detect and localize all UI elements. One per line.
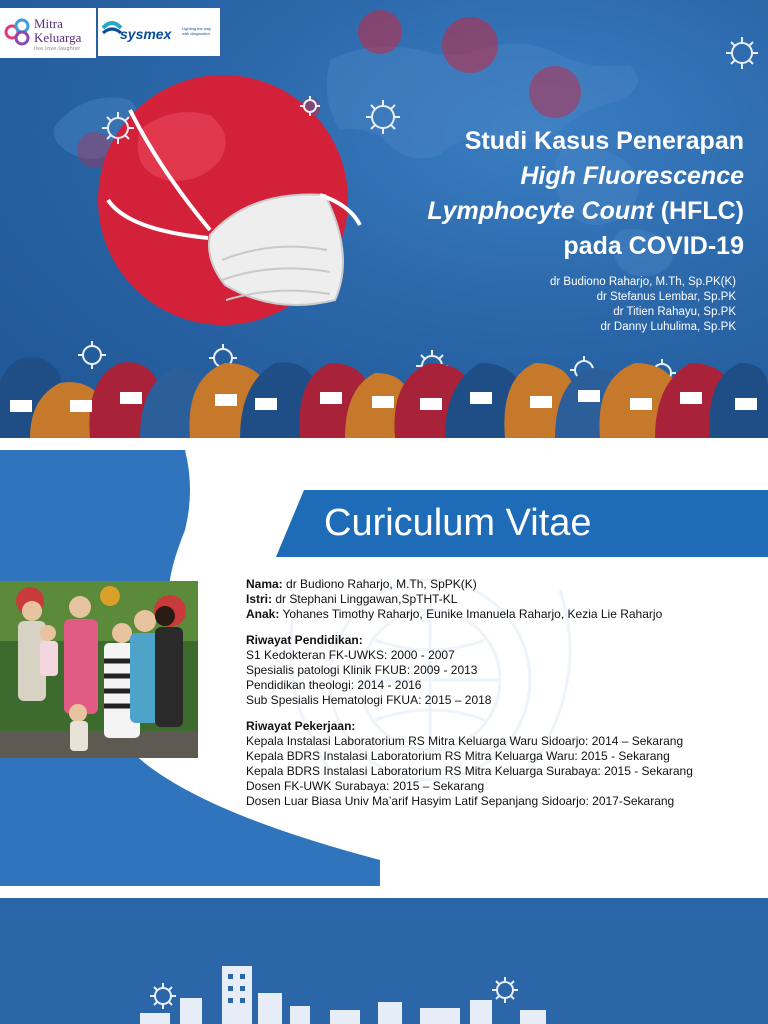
- pendidikan-item: Spesialis patologi Klinik FKUB: 2009 - 2013: [246, 663, 478, 677]
- presentation-title: [324, 124, 744, 264]
- cv-anak-label: Anak:: [246, 607, 280, 621]
- mitra-keluarga-symbol-icon: [2, 16, 34, 48]
- author-list: [436, 275, 736, 335]
- title-slide: [0, 0, 768, 438]
- author-2: dr Stefanus Lembar, Sp.PK: [596, 291, 736, 303]
- pendidikan-item: S1 Kedokteran FK-UWKS: 2000 - 2007: [246, 648, 455, 662]
- third-slide-illustration: [0, 898, 768, 1024]
- pekerjaan-item: Dosen FK-UWK Surabaya: 2015 – Sekarang: [246, 779, 485, 793]
- keluarga-logo-text: Keluarga: [34, 30, 82, 45]
- family-photo: [0, 581, 198, 758]
- pendidikan-heading: Riwayat Pendidikan:: [246, 633, 363, 647]
- cv-istri-value: dr Stephani Linggawan,SpTHT-KL: [272, 592, 458, 606]
- pendidikan-item: Pendidikan theologi: 2014 - 2016: [246, 678, 422, 692]
- third-slide-partial: [0, 898, 768, 1024]
- cv-anak-value: Yohanes Timothy Raharjo, Eunike Imanuela Raharjo, Kezia Lie Raharjo: [279, 607, 663, 621]
- sysmex-logo: [98, 8, 220, 56]
- title-line-3-rest: (HFLC): [653, 197, 744, 225]
- title-line-4: pada COVID-19: [563, 232, 744, 260]
- crowd-silhouettes: [0, 357, 768, 438]
- author-3: dr Titien Rahayu, Sp.PK: [613, 306, 736, 318]
- mitra-logo-text: Mitra: [34, 16, 63, 31]
- author-4: dr Danny Luhulima, Sp.PK: [600, 321, 736, 333]
- pendidikan-item: Sub Spesialis Hematologi FKUA: 2015 – 2018: [246, 693, 492, 707]
- author-1: dr Budiono Raharjo, M.Th, Sp.PK(K): [550, 276, 736, 288]
- cv-istri-label: Istri:: [246, 592, 273, 606]
- mitra-logo-tagline: live.love.laughter: [34, 46, 81, 52]
- cv-content: [246, 577, 756, 809]
- cv-nama-value: dr Budiono Raharjo, M.Th, SpPK(K): [282, 577, 477, 591]
- cv-nama-row: [246, 577, 756, 592]
- title-line-3-italic: Lymphocyte Count: [427, 197, 654, 225]
- sysmex-logo-tagline: Lighting the way with diagnostics: [182, 26, 211, 36]
- title-line-2: High Fluorescence: [520, 162, 744, 190]
- cv-anak-row: [246, 607, 756, 622]
- title-line-3: [324, 194, 744, 229]
- family-photo-image: [0, 581, 198, 758]
- cv-heading: Curiculum Vitae: [324, 502, 592, 544]
- pekerjaan-item: Kepala Instalasi Laboratorium RS Mitra Keluarga Waru Sidoarjo: 2014 – Sekarang: [246, 734, 684, 748]
- cv-nama-label: Nama:: [246, 577, 283, 591]
- pekerjaan-item: Kepala BDRS Instalasi Laboratorium RS Mitra Keluarga Waru: 2015 - Sekarang: [246, 749, 670, 763]
- pekerjaan-item: Kepala BDRS Instalasi Laboratorium RS Mitra Keluarga Surabaya: 2015 - Sekarang: [246, 764, 693, 778]
- pekerjaan-item: Dosen Luar Biasa Univ Ma’arif Hasyim Latif Sepanjang Sidoarjo: 2017-Sekarang: [246, 794, 675, 808]
- title-line-1: Studi Kasus Penerapan: [464, 127, 744, 155]
- pekerjaan-heading: Riwayat Pekerjaan:: [246, 719, 356, 733]
- mitra-keluarga-logo: [0, 8, 96, 58]
- cv-istri-row: [246, 592, 756, 607]
- sysmex-logo-text: sysmex: [120, 26, 172, 42]
